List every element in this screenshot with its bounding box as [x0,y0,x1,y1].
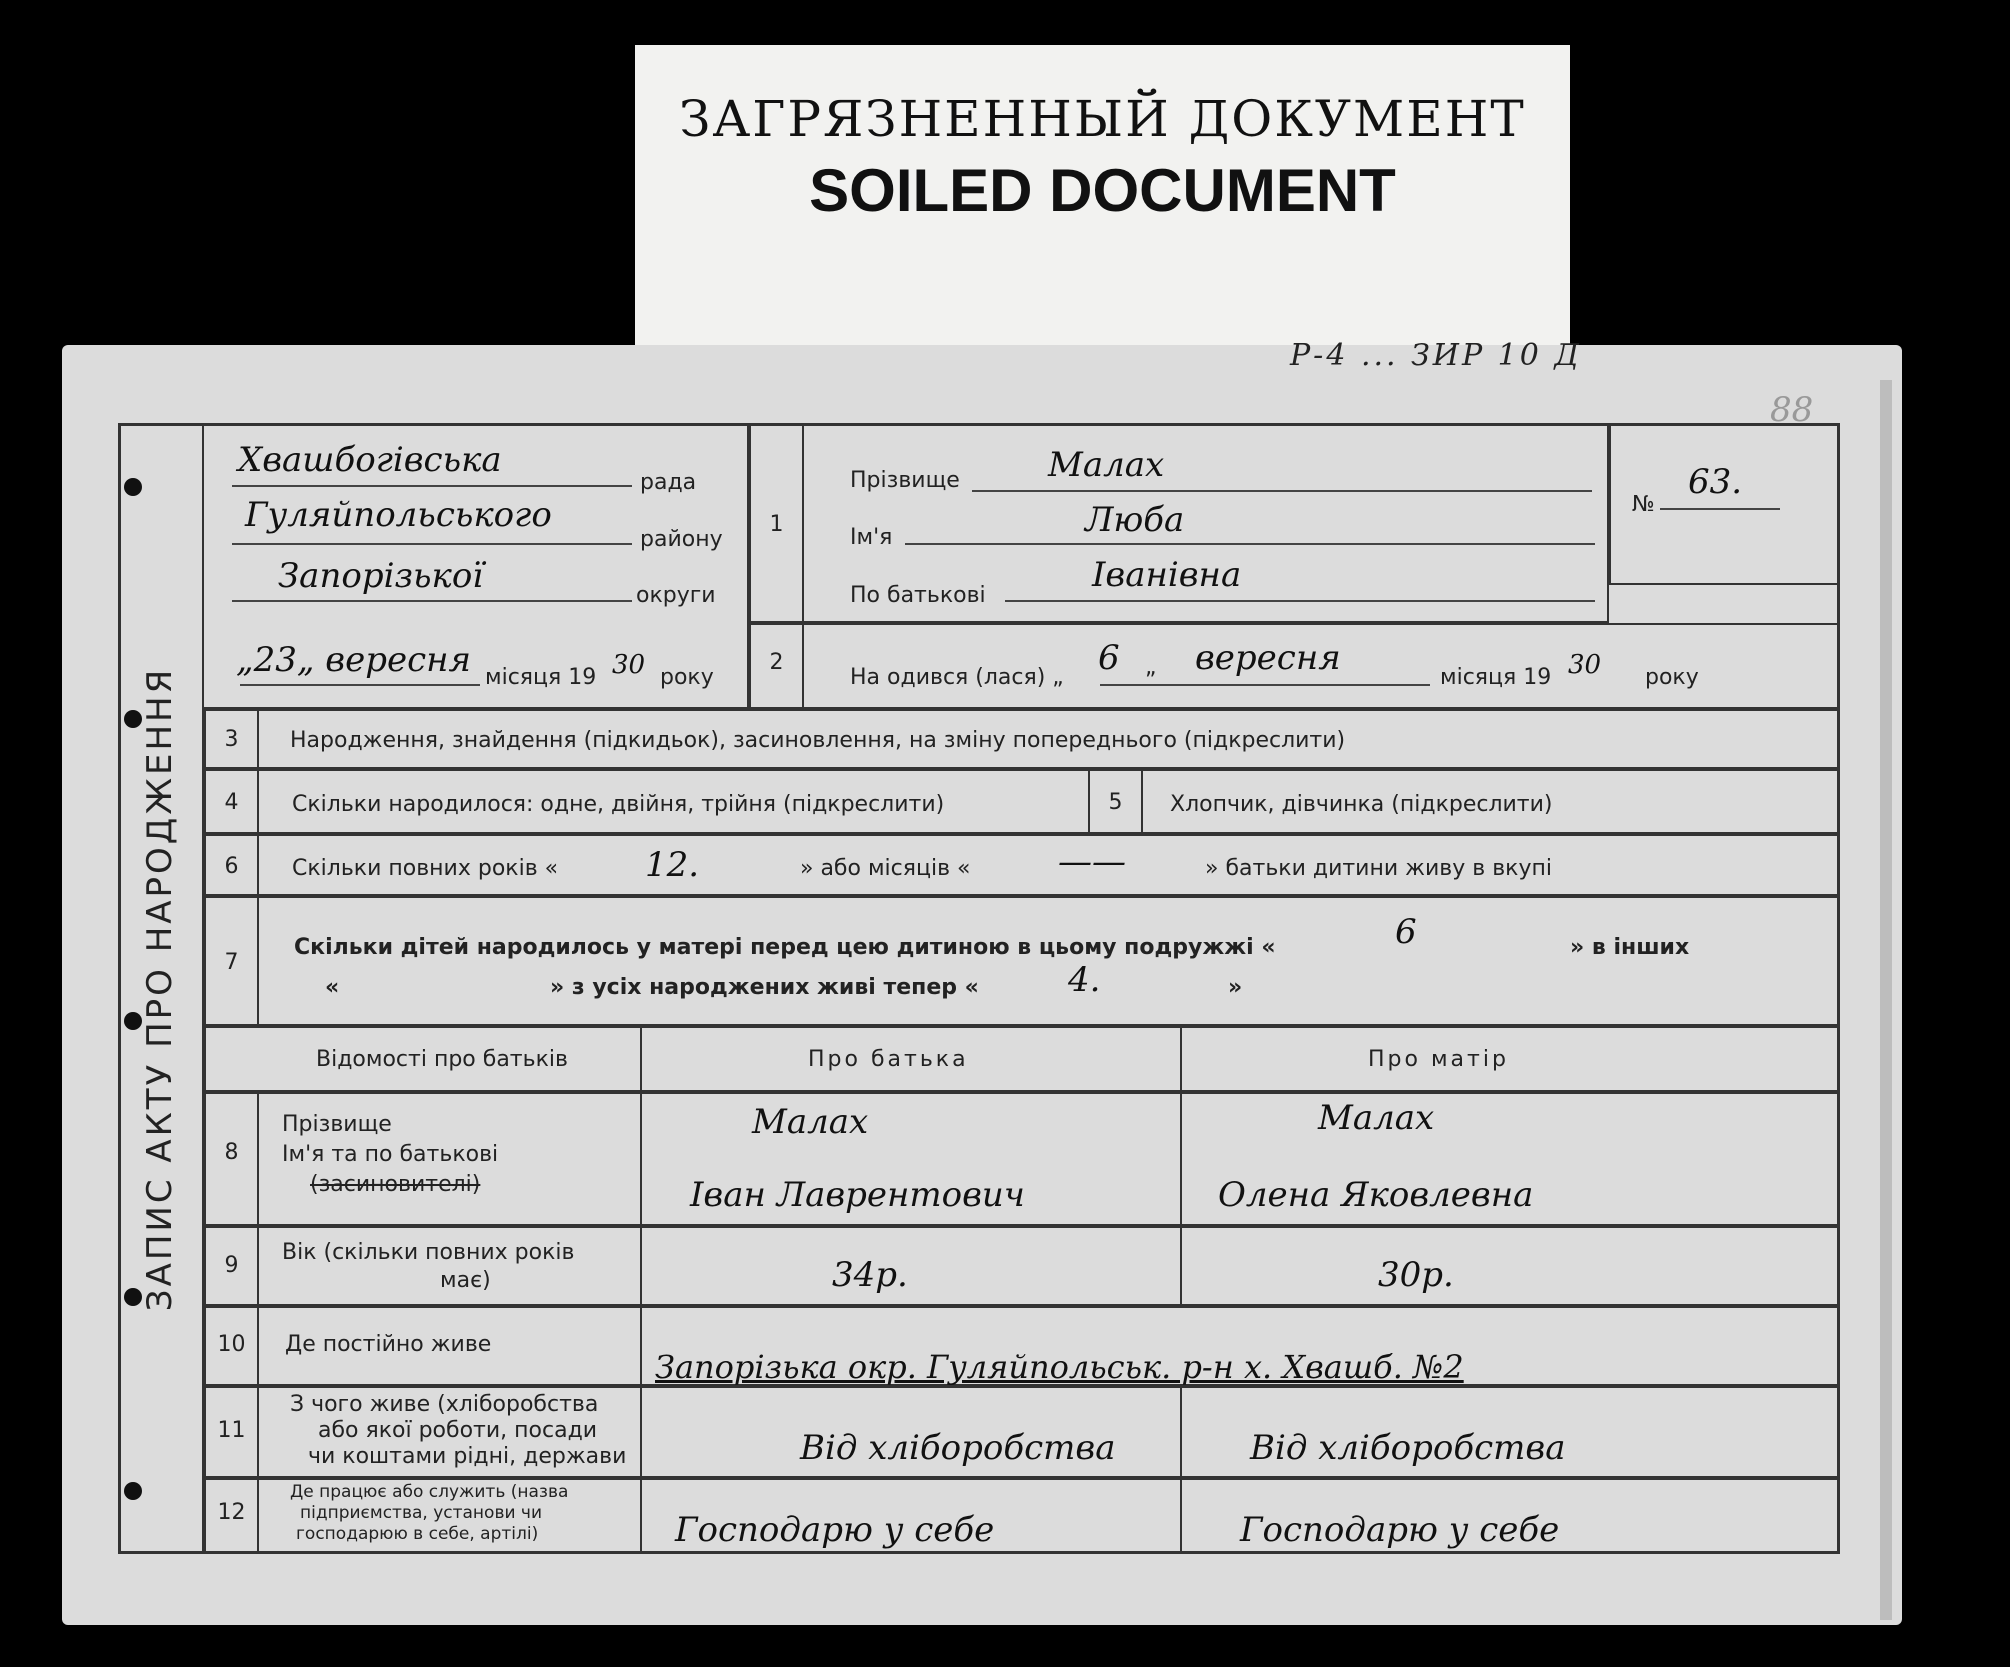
row8-label1: Прізвище [282,1112,392,1137]
row3-text: Народження, знайдення (підкидьок), засиновлення, на зміну попереднього (підкреслити) [290,728,1346,753]
row4-text: Скільки народилося: одне, двійня, трійня (підкреслити) [292,792,945,817]
children-in-marriage-value: 6 [1395,912,1417,952]
birth-day-value: 6 [1098,638,1120,678]
children-alive-value: 4. [1068,960,1101,1000]
row8-label3: (засиновителі) [310,1172,481,1197]
card-edge [1880,380,1892,1620]
father-surname-value: Малах [752,1102,869,1142]
registration-month-label: місяця 19 [485,665,597,690]
row11-label2: або якої роботи, посади [318,1418,598,1443]
row10-number: 10 [217,1332,246,1357]
council-line [232,485,632,487]
cohabitation-years-value: 12. [645,845,700,885]
okrug-line [232,600,632,602]
row6-number: 6 [224,854,239,879]
section2-number: 2 [769,650,784,675]
okrug-value: Запорізької [278,556,484,596]
row9-number: 9 [224,1253,239,1278]
soiled-document-label [635,45,1570,355]
child-patronymic-value: Іванівна [1092,555,1242,595]
mother-income-value: Від хліборобства [1250,1428,1566,1468]
row6-label1: Скільки повних років « [292,856,559,881]
mother-surname-value: Малах [1318,1098,1435,1138]
archive-reference: Р-4 ... ЗИР 10 Д [1290,338,1582,373]
name-label: Ім'я [850,525,893,550]
row6-label2: » або місяців « [800,856,971,881]
label-russian: ЗАГРЯЗНЕННЫЙ ДОКУМЕНТ [679,90,1526,148]
row7-line2-end: » [1228,975,1243,1000]
row11-label1: З чого живе (хліборобства [290,1392,599,1417]
child-name-value: Люба [1085,500,1185,540]
registration-year-value: 30 [612,650,646,680]
row3-number: 3 [224,727,239,752]
surname-line [972,490,1592,492]
row7-line2-start: « [325,975,340,1000]
mother-name-value: Олена Яковлевна [1218,1175,1534,1215]
parents-header: Відомості про батьків [316,1047,568,1072]
birth-year-value: 30 [1568,650,1602,680]
row8-label2: Ім'я та по батькові [282,1142,499,1167]
father-age-cell [642,1226,1182,1306]
row11-number: 11 [217,1418,246,1443]
section1-number: 1 [769,512,784,537]
birth-date-quote: „ [1145,655,1157,680]
council-label: рада [640,470,697,495]
birth-month-label: місяця 19 [1440,665,1552,690]
row5-text: Хлопчик, дівчинка (підкреслити) [1170,792,1553,817]
row12-label2: підприємства, установи чи [300,1503,543,1523]
row7-line2-mid: » з усіх народжених живі тепер « [550,975,979,1000]
patronymic-line [1005,600,1595,602]
row9-label1: Вік (скільки повних років [282,1240,575,1265]
row7-box [204,896,1840,1026]
mother-header: Про матір [1368,1047,1509,1072]
birth-year-label: року [1645,665,1699,690]
row11-label3: чи коштами рідні, держави [308,1444,627,1469]
birth-date-label: На одився (лася) „ [850,665,1064,690]
row8-number: 8 [224,1140,239,1165]
registration-date-value: „23„ вересня [236,640,472,680]
registration-date-line [240,684,480,686]
father-workplace-value: Господарю у себе [675,1510,995,1550]
row12-label3: господарюю в себе, артілі) [296,1524,539,1544]
birth-date-line [1100,684,1430,686]
row9-label2: має) [440,1268,491,1293]
row12-number: 12 [217,1500,246,1525]
child-surname-value: Малах [1048,445,1165,485]
mother-age-value: 30р. [1378,1255,1454,1295]
birth-month-value: вересня [1195,638,1341,678]
district-value: Гуляйпольського [245,495,552,535]
row9-label-cell [259,1226,642,1306]
father-name-value: Іван Лаврентович [690,1175,1025,1215]
row10-label: Де постійно живе [285,1332,492,1357]
registration-year-label: року [660,665,714,690]
record-number-line [1660,508,1780,510]
row6-label3: » батьки дитини живу в вкупі [1205,856,1552,881]
district-line [232,543,632,545]
row5-number: 5 [1108,790,1123,815]
mother-header-cell [1182,1026,1840,1092]
cohabitation-months-value: —— [1058,842,1126,882]
row12-label1: Де працює або служить (назва [290,1482,569,1502]
father-age-value: 34р. [832,1255,908,1295]
margin-note: 88 [1770,390,1814,430]
row7-number: 7 [224,950,239,975]
row7-line1: Скільки дітей народилось у матері перед цею дитиною в цьому подружжі « [294,935,1276,960]
mother-workplace-value: Господарю у себе [1240,1510,1560,1550]
okrug-label: округи [636,583,716,608]
residence-value: Запорізька окр. Гуляйпольськ. р-н х. Хвашб. №2 [655,1348,1464,1386]
patronymic-label: По батькові [850,583,986,608]
mother-age-cell [1182,1226,1840,1306]
council-value: Хвашбогівська [238,440,502,480]
record-number-value: 63. [1688,462,1743,502]
row4-number: 4 [224,790,239,815]
father-header: Про батька [808,1047,969,1072]
row7-line1-end: » в інших [1570,935,1690,960]
vertical-title: ЗАПИС АКТУ ПРО НАРОДЖЕННЯ [118,423,204,1554]
surname-label: Прізвище [850,468,960,493]
label-english: SOILED DOCUMENT [809,157,1396,224]
record-number-label: № [1632,492,1655,517]
father-income-value: Від хліборобства [800,1428,1116,1468]
district-label: району [640,527,723,552]
name-line [905,543,1595,545]
